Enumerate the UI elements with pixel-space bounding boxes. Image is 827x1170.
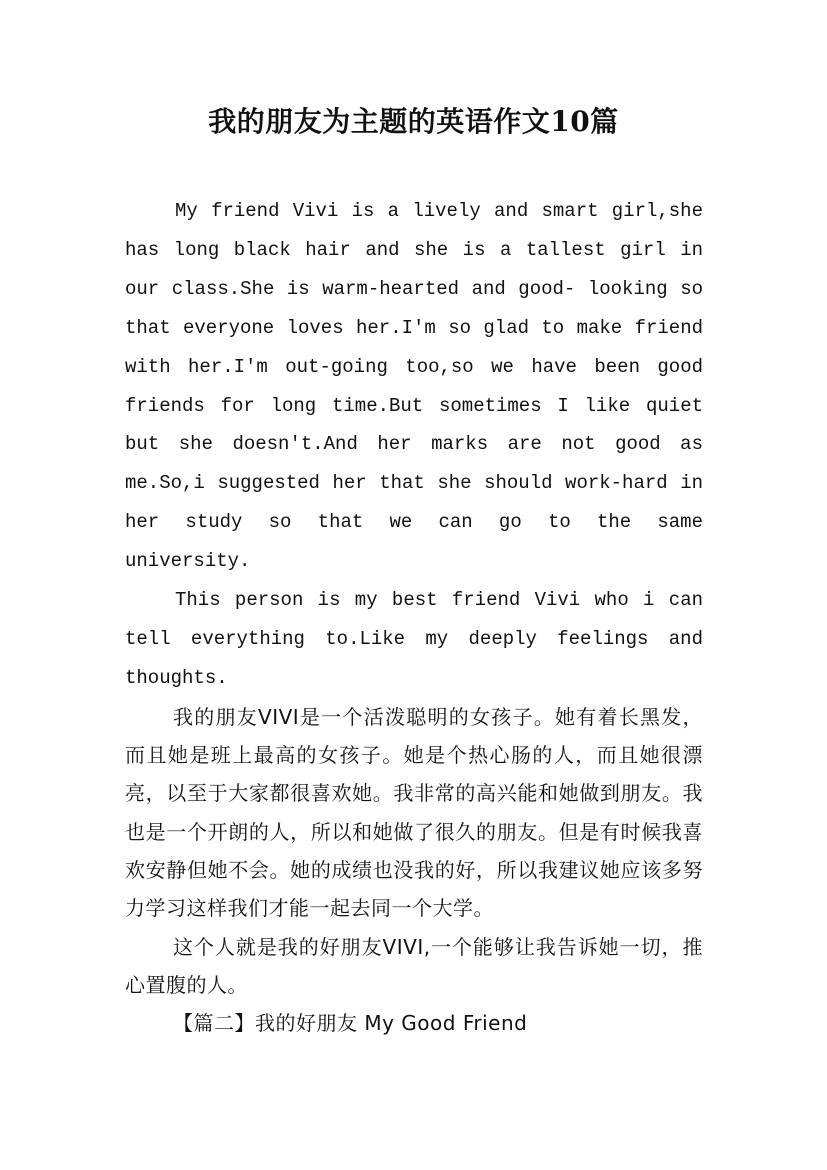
document-body xyxy=(125,192,703,1042)
english-paragraph-2: This person is my best friend Vivi who i can tell everything to.Like my deeply feelings and thoughts. xyxy=(125,589,703,689)
document-title: 我的朋友为主题的英语作文10篇 xyxy=(208,105,619,138)
chinese-paragraph-1: 我的朋友VIVI是一个活泼聪明的女孩子。她有着长黑发，而且她是班上最高的女孩子。她是个热心肠的人，而且她很漂亮，以至于大家都很喜欢她。我非常的高兴能和她做到朋友。我也是一个开朗的人，所以和她做了很久的朋友。但是有时候我喜欢安静但她不会。她的成绩也没我的好，所以我建议她应该多努力学习这样我们才能一起去同一个大学。 xyxy=(125,704,703,921)
chinese-paragraph-2: 这个人就是我的好朋友VIVI,一个能够让我告诉她一切，推心置腹的人。 xyxy=(125,934,703,997)
section-heading: 【篇二】我的好朋友 My Good Friend xyxy=(173,1011,528,1036)
english-paragraph-1: My friend Vivi is a lively and smart girl,she has long black hair and she is a tallest girl in our class.She is warm-hearted and good- looking so that everyone loves her.I'm so glad to make friend with her.I'm out-going too,so we have been good friends for long time.But sometimes I like quiet but she doesn't.And her marks are not good as me.So,i suggested her that she should work-hard in her study so that we can go to the same university. xyxy=(125,200,703,573)
